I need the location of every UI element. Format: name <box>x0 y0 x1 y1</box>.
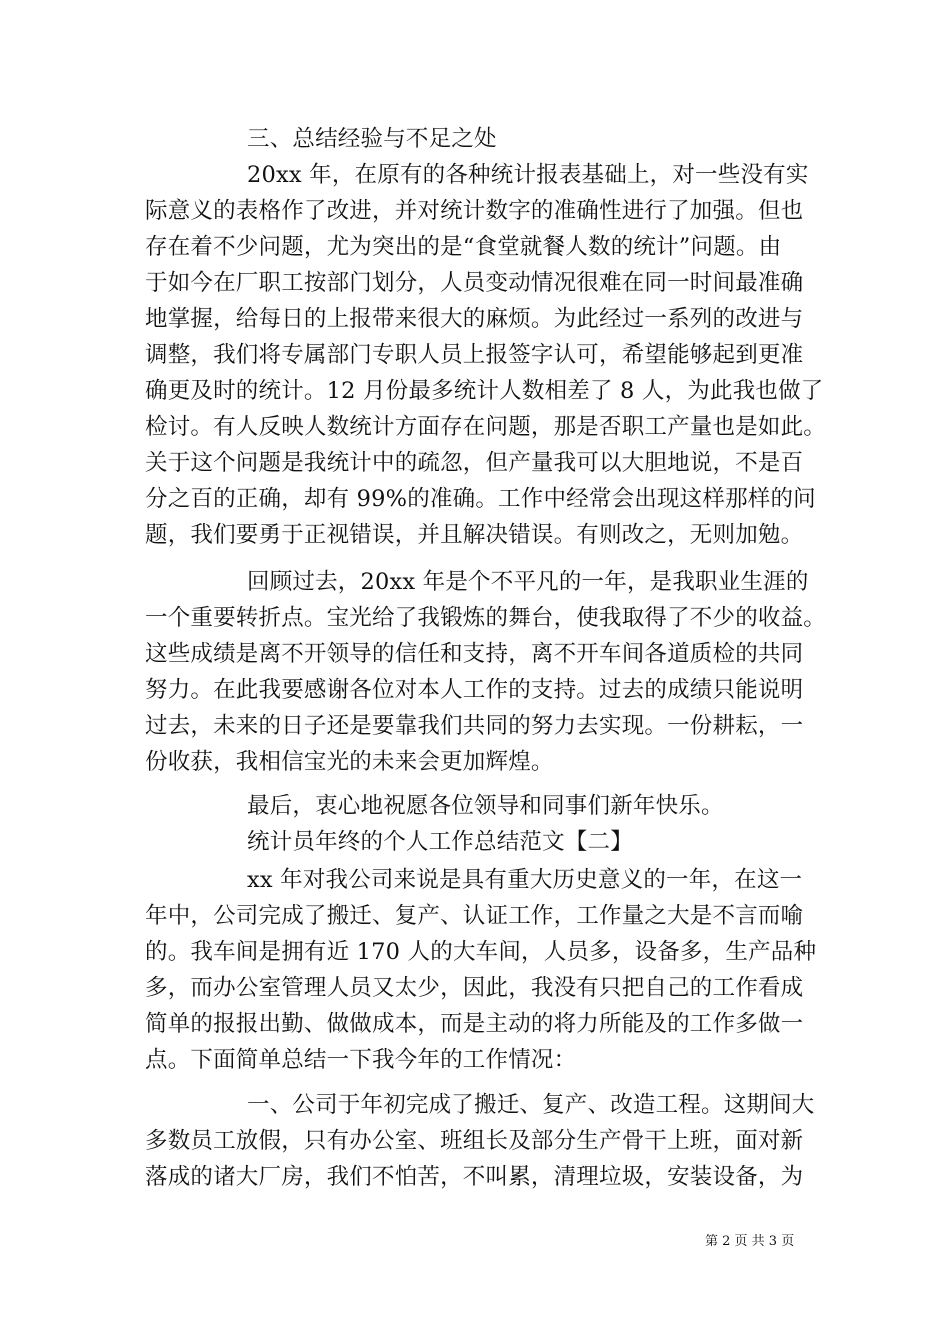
paragraph-line: 存在着不少问题，尤为突出的是“食堂就餐人数的统计”问题。由 <box>145 234 782 260</box>
paragraph-line: 20xx 年，在原有的各种统计报表基础上，对一些没有实 <box>247 162 809 188</box>
paragraph-line: 调整，我们将专属部门专职人员上报签字认可，希望能够起到更准 <box>145 342 804 368</box>
paragraph-line: 的。我车间是拥有近 170 人的大车间，人员多，设备多，生产品种 <box>145 939 817 965</box>
paragraph-line: xx 年对我公司来说是具有重大历史意义的一年，在这一 <box>247 867 803 893</box>
paragraph-line: 一个重要转折点。宝光给了我锻炼的舞台，使我取得了不少的收益。 <box>145 605 827 631</box>
paragraph-line: 于如今在厂职工按部门划分，人员变动情况很难在同一时间最准确 <box>145 270 804 296</box>
paragraph-line: 年中，公司完成了搬迁、复产、认证工作，工作量之大是不言而喻 <box>145 903 804 929</box>
paragraph-line: 这些成绩是离不开领导的信任和支持，离不开车间各道质检的共同 <box>145 641 804 667</box>
paragraph-line: 题，我们要勇于正视错误，并且解决错误。有则改之，无则加勉。 <box>145 522 804 548</box>
page-number: 第 2 页 共 3 页 <box>705 1234 795 1249</box>
section-heading: 三、总结经验与不足之处 <box>247 126 497 152</box>
paragraph-line: 份收获，我相信宝光的未来会更加辉煌。 <box>145 749 554 775</box>
paragraph-line: 检讨。有人反映人数统计方面存在问题，那是否职工产量也是如此。 <box>145 414 827 440</box>
paragraph-line: 关于这个问题是我统计中的疏忽，但产量我可以大胆地说，不是百 <box>145 450 804 476</box>
paragraph-line: 确更及时的统计。12 月份最多统计人数相差了 8 人，为此我也做了 <box>145 378 824 404</box>
paragraph-line: 际意义的表格作了改进，并对统计数字的准确性进行了加强。但也 <box>145 198 804 224</box>
paragraph-line: 落成的诸大厂房，我们不怕苦，不叫累，清理垃圾，安装设备，为 <box>145 1164 804 1190</box>
paragraph-line: 点。下面简单总结一下我今年的工作情况： <box>145 1047 577 1073</box>
section-title: 统计员年终的个人工作总结范文【二】 <box>247 829 633 855</box>
paragraph-line: 地掌握，给每日的上报带来很大的麻烦。为此经过一系列的改进与 <box>145 306 804 332</box>
paragraph-line: 最后，衷心地祝愿各位领导和同事们新年快乐。 <box>247 793 724 819</box>
paragraph-line: 分之百的正确，却有 99%的准确。工作中经常会出现这样那样的问 <box>145 486 816 512</box>
paragraph-line: 多数员工放假，只有办公室、班组长及部分生产骨干上班，面对新 <box>145 1128 804 1154</box>
paragraph-line: 回顾过去，20xx 年是个不平凡的一年，是我职业生涯的 <box>247 569 809 595</box>
paragraph-line: 多，而办公室管理人员又太少，因此，我没有只把自己的工作看成 <box>145 975 804 1001</box>
paragraph-line: 一、公司于年初完成了搬迁、复产、改造工程。这期间大 <box>247 1092 815 1118</box>
paragraph-line: 努力。在此我要感谢各位对本人工作的支持。过去的成绩只能说明 <box>145 677 804 703</box>
paragraph-line: 简单的报报出勤、做做成本，而是主动的将力所能及的工作多做一 <box>145 1011 804 1037</box>
paragraph-line: 过去，未来的日子还是要靠我们共同的努力去实现。一份耕耘，一 <box>145 713 804 739</box>
